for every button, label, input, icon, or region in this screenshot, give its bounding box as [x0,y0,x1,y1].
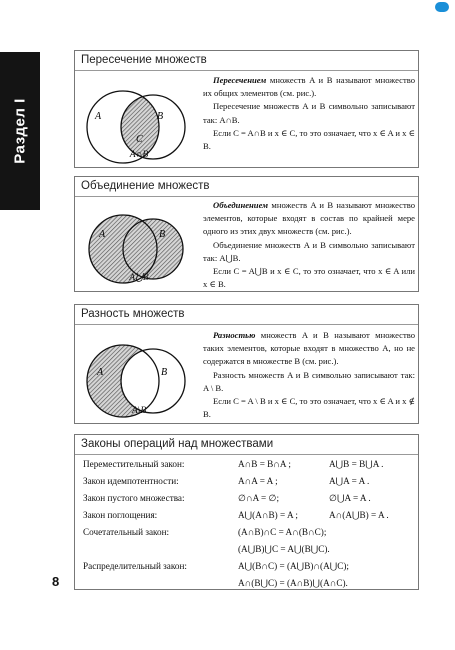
set-b-label: B [161,367,168,378]
law-formula: A⋃(B∩C) = (A⋃B)∩(A⋃C); [238,561,349,571]
panel-title: Законы операций над множествами [81,438,274,450]
panel-title: Объединение множеств [81,180,210,192]
notation-paragraph: Разность множеств A и B символьно записывают так: A \ B. [203,369,415,393]
panel-divider [75,454,418,455]
panel-title: Разность множеств [81,308,185,320]
venn-caption: A∩B [129,150,149,160]
law-formula-dual: A⋃B = B⋃A . [329,459,384,469]
law-name: Закон идемпотентности: [83,476,179,486]
set-a-label: A [97,367,104,378]
law-name: Распределительный закон: [83,561,187,571]
law-formula-dual: A⋃A = A . [329,476,370,486]
membership-paragraph: Если C = A∩B и x ∈ C, то это означает, что x ∈ A и x ∈ B. [203,127,415,152]
panel-difference [74,304,419,424]
definition-term: Пересечением [213,75,267,85]
membership-paragraph: Если C = A⋃B и x ∈ C, то это означает, что x ∈ A или x ∈ B. [203,266,415,290]
law-formula: A⋃(A∩B) = A ; [238,510,298,520]
panel-union [74,176,419,292]
law-name: Закон пустого множества: [83,493,185,503]
set-a-label: A [99,229,106,240]
law-formula-dual: A∩(A⋃B) = A . [329,510,389,520]
definition-text [203,199,415,291]
publisher-logo [435,2,449,12]
set-c-label: C [136,134,143,145]
membership-paragraph: Если C = A \ B и x ∈ C, то это означает, что x ∈ A и x ∉ B. [203,396,415,420]
venn-caption: A⋃B [129,273,149,283]
section-tab [0,52,40,210]
venn-caption: A\B [131,406,147,416]
set-b-label: B [157,111,164,122]
definition-paragraph: Разностью множеств A и B называют множество таких элементов, которые входят в множество A, но не содержатся в множестве B (см. рис.). [203,330,415,367]
definition-paragraph: Пересечением множеств A и B называют множество их общих элементов (см. рис.). [203,75,415,99]
definition-term: Разностью [213,330,256,340]
panel-laws [74,434,419,590]
definition-text [203,329,415,421]
law-name: Сочетательный закон: [83,527,170,537]
definition-text [203,74,415,153]
set-b-label: B [159,229,166,240]
law-formula: (A⋃B)⋃C = A⋃(B⋃C). [238,544,330,554]
law-formula-dual: ∅⋃A = A . [329,493,371,503]
law-name: Переместительный закон: [83,459,185,469]
law-formula: A∩A = A ; [238,476,278,486]
law-formula: A∩(B⋃C) = (A∩B)⋃(A∩C). [238,578,348,588]
panel-title: Пересечение множеств [81,54,207,66]
law-formula: ∅∩A = ∅; [238,493,280,503]
definition-paragraph: Объединением множеств A и B называют множество элементов, которые входят в состав по крайней мере одного из этих двух множеств (см. рис.). [203,200,415,237]
page-number: 8 [52,574,60,589]
definition-term: Объединением [213,200,269,210]
notation-paragraph: Объединение множеств A и B символьно записывают так: A⋃B. [203,239,415,263]
panel-divider [75,324,418,325]
panel-divider [75,70,418,71]
law-formula: A∩B = B∩A ; [238,459,291,469]
set-a-label: A [95,111,102,122]
law-formula: (A∩B)∩C = A∩(B∩C); [238,527,327,537]
section-tab-label: Раздел I [11,98,29,164]
law-name: Закон поглощения: [83,510,158,520]
panel-intersection [74,50,419,168]
notation-paragraph: Пересечение множеств A и B символьно записывают так: A∩B. [203,101,415,125]
panel-divider [75,196,418,197]
